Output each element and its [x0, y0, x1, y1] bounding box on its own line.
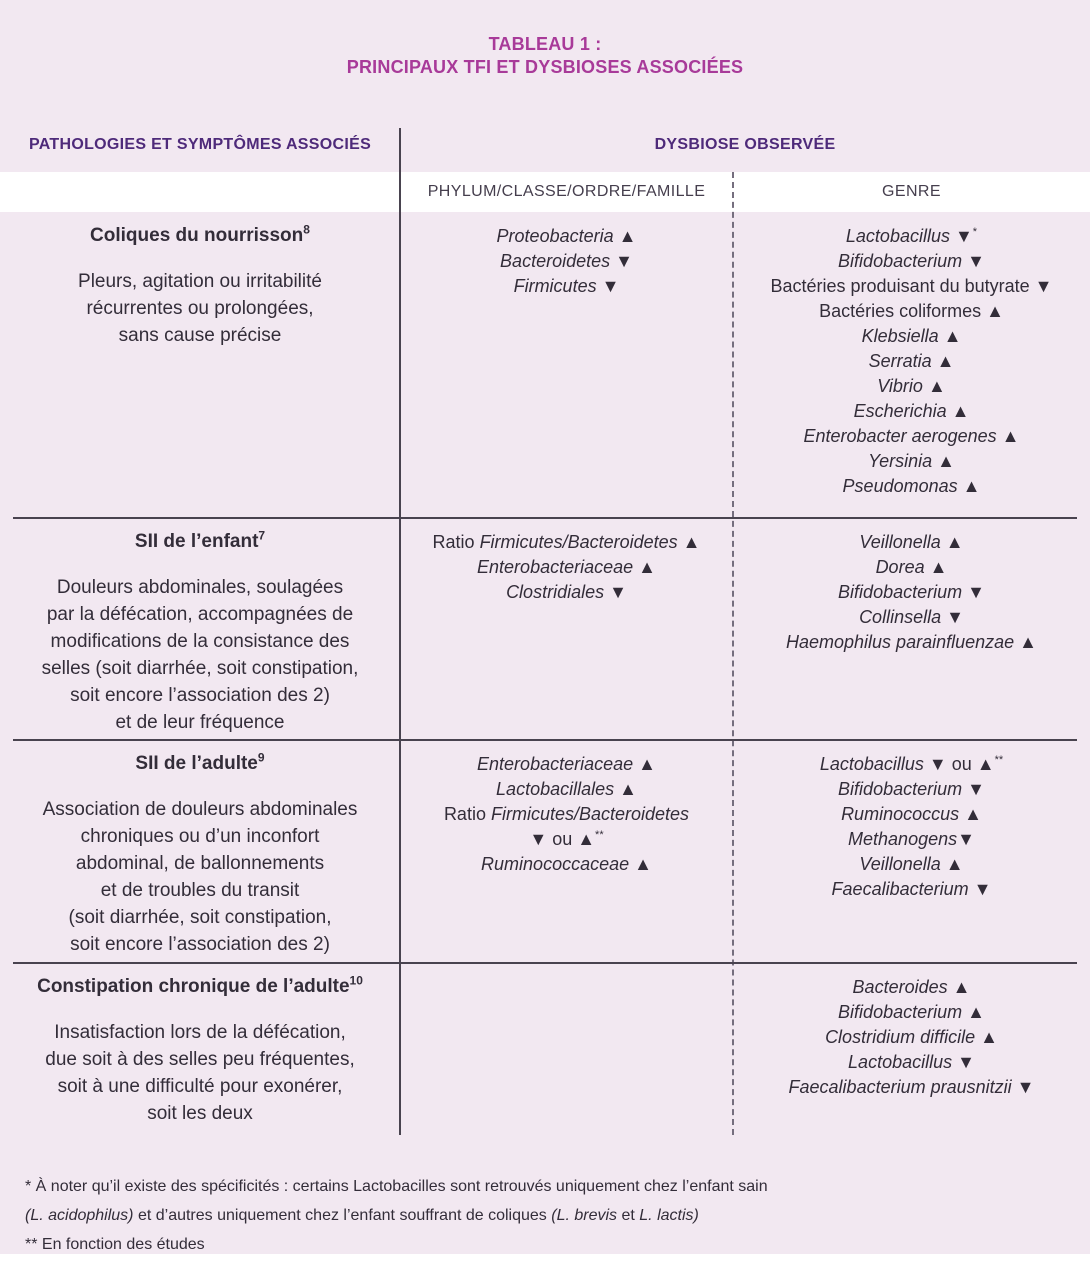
taxon-line: [737, 224, 1086, 249]
description-line: selles (soit diarrhée, soit constipation,: [41, 658, 359, 679]
pathology-description: [18, 1019, 382, 1127]
description-line: par la défécation, accompagnées de: [46, 604, 354, 625]
taxon-name: Ruminococcus: [841, 804, 960, 824]
taxon-name: Faecalibacterium prausnitzii: [788, 1077, 1012, 1097]
taxon-line: [737, 399, 1086, 424]
table-title: [0, 33, 1090, 79]
taxon-name: Dorea: [875, 557, 925, 577]
description-line: et de troubles du transit: [100, 880, 300, 901]
description-line: soit les deux: [147, 1103, 253, 1124]
taxon-name: Haemophilus parainfluenzae: [786, 632, 1015, 652]
description-line: récurrentes ou prolongées,: [86, 298, 314, 319]
taxon-line: [406, 777, 727, 802]
taxon-line: [737, 374, 1086, 399]
taxon-line: [737, 877, 1086, 902]
genre-cell: [733, 740, 1090, 963]
taxon-line: [737, 580, 1086, 605]
taxon-line: [737, 299, 1086, 324]
description-line: modifications de la consistance des: [50, 631, 350, 652]
pathology-description: [18, 268, 382, 349]
column-divider-solid: [399, 128, 401, 1135]
footnote-marker: *: [972, 226, 978, 238]
pathology-cell: [0, 963, 400, 1135]
taxon-line: [737, 249, 1086, 274]
description-line: Association de douleurs abdominales: [42, 799, 358, 820]
description-line: sans cause précise: [118, 325, 282, 346]
reference-mark: 10: [349, 973, 363, 988]
description-line: Pleurs, agitation ou irritabilité: [78, 271, 322, 292]
subheader-spacer: [0, 172, 400, 212]
table-title-line1: TABLEAU 1 :: [488, 34, 602, 54]
phylum-cell: [400, 963, 733, 1135]
text-segment: ▲: [924, 557, 948, 577]
description-line: soit encore l’association des 2): [70, 934, 330, 955]
phylum-cell: [400, 740, 733, 963]
taxon-name: Lactobacillus: [845, 226, 950, 246]
text-segment: ▼: [968, 879, 992, 899]
pathology-description: [18, 574, 382, 736]
text-segment: ▼: [941, 607, 964, 627]
taxon-name: Lactobacillales: [496, 779, 615, 799]
taxon-line: [406, 802, 727, 827]
taxon-line: [406, 852, 727, 877]
description-line: soit à une difficulté pour exonérer,: [57, 1076, 343, 1097]
text-segment: ▼: [957, 829, 975, 849]
taxon-name: Bifidobacterium: [838, 779, 963, 799]
text-segment: Bactéries coliformes ▲: [819, 301, 1004, 321]
text-segment: ▼: [962, 779, 985, 799]
description-line: Insatisfaction lors de la défécation,: [54, 1022, 346, 1043]
text-segment: ▼: [952, 1052, 975, 1072]
column-header-pathologies: PATHOLOGIES ET SYMPTÔMES ASSOCIÉS: [28, 136, 372, 153]
table-title-line2: PRINCIPAUX TFI ET DYSBIOSES ASSOCIÉES: [346, 57, 744, 77]
taxon-name: Klebsiella: [861, 326, 939, 346]
pathology-title: [18, 975, 382, 999]
column-header-dysbiose: DYSBIOSE OBSERVÉE: [654, 136, 836, 153]
subheader-genre: GENRE: [882, 183, 941, 200]
text-segment: ▼: [962, 582, 985, 602]
taxon-line: [737, 1050, 1086, 1075]
taxon-name: Veillonella: [859, 532, 941, 552]
taxon-name: Escherichia: [853, 401, 947, 421]
text-segment: ▲: [1014, 632, 1037, 652]
pathology-title-text: SII de l’adulte: [135, 753, 258, 774]
taxon-line: [737, 752, 1086, 777]
text-segment: ▲: [922, 376, 946, 396]
genre-cell: [733, 212, 1090, 518]
taxon-name: Faecalibacterium: [831, 879, 969, 899]
text-segment: ▲: [975, 1027, 998, 1047]
description-line: Douleurs abdominales, soulagées: [56, 577, 344, 598]
taxon-name: Bacteroidetes: [500, 251, 611, 271]
taxon-line: [737, 605, 1086, 630]
table-row: [0, 963, 1090, 1135]
text-segment: ▲: [613, 226, 637, 246]
text-segment: ▲: [633, 754, 656, 774]
text-segment: ▼ ou ▲: [529, 829, 596, 849]
text-segment: * À noter qu’il existe des spécificités : certains Lactobacilles sont retrouvés uniquement chez l’enfant sain: [25, 1178, 768, 1195]
taxon-name: Enterobacter aerogenes: [803, 426, 997, 446]
text-segment: ▼: [962, 251, 985, 271]
text-segment: ▲: [957, 476, 981, 496]
table-row: [0, 518, 1090, 740]
text-segment: ▲: [629, 854, 652, 874]
pathology-title-text: Constipation chronique de l’adulte: [37, 976, 350, 997]
taxon-line: [737, 975, 1086, 1000]
taxon-line: [737, 802, 1086, 827]
pathology-title: [18, 530, 382, 554]
phylum-cell: [400, 518, 733, 740]
taxon-name: Firmicutes/Bacteroidetes: [490, 804, 690, 824]
text-segment: ▼: [604, 582, 627, 602]
pathology-cell: [0, 740, 400, 963]
text-segment: ▲: [947, 977, 971, 997]
column-divider-dashed: [732, 172, 734, 1135]
taxon-line: [406, 555, 727, 580]
text-segment: ▲: [614, 779, 637, 799]
taxon-name: Lactobacillus: [819, 754, 924, 774]
text-segment: Ratio: [432, 532, 480, 552]
table-row: [0, 740, 1090, 963]
taxon-line: [737, 555, 1086, 580]
genre-cell: [733, 518, 1090, 740]
taxon-line: [737, 274, 1086, 299]
taxon-name: Yersinia: [868, 451, 933, 471]
taxon-name: Bifidobacterium: [838, 582, 963, 602]
text-segment: ** En fonction des études: [25, 1236, 205, 1253]
text-segment: ▼: [610, 251, 633, 271]
row-divider: [13, 517, 1077, 519]
taxon-name: Clostridiales: [506, 582, 605, 602]
taxon-line: [737, 530, 1086, 555]
taxon-line: [737, 1025, 1086, 1050]
text-segment: ▼: [1011, 1077, 1035, 1097]
footnote-line: [25, 1201, 1070, 1230]
taxon-name: Vibrio: [877, 376, 923, 396]
footnote-marker: **: [994, 754, 1004, 766]
taxon-line: [737, 852, 1086, 877]
text-segment: ▲: [962, 1002, 985, 1022]
taxon-line: [406, 827, 727, 852]
text-segment: ▲: [633, 557, 656, 577]
description-line: soit encore l’association des 2): [70, 685, 330, 706]
pathology-title: [18, 224, 382, 248]
taxon-name: Bifidobacterium: [838, 251, 963, 271]
pathology-title-text: SII de l’enfant: [134, 531, 259, 552]
description-line: (soit diarrhée, soit constipation,: [68, 907, 332, 928]
bottom-margin: [0, 1254, 1090, 1266]
footnote-line: [25, 1172, 1070, 1201]
text-segment: ▼: [596, 276, 620, 296]
taxon-line: [406, 580, 727, 605]
taxon-name: Pseudomonas: [842, 476, 958, 496]
taxon-line: [737, 1000, 1086, 1025]
taxon-line: [406, 249, 727, 274]
taxon-name: Firmicutes: [513, 276, 597, 296]
footnote-marker: **: [595, 829, 604, 841]
taxon-line: [737, 424, 1086, 449]
taxon-name: (L. brevis: [551, 1207, 618, 1224]
phylum-cell: [400, 212, 733, 518]
taxon-line: [406, 224, 727, 249]
reference-mark: 8: [303, 222, 310, 237]
text-segment: ▼: [949, 226, 973, 246]
taxon-name: Lactobacillus: [848, 1052, 953, 1072]
pathology-cell: [0, 518, 400, 740]
description-line: abdominal, de ballonnements: [75, 853, 325, 874]
table-row: [0, 212, 1090, 518]
text-segment: Ratio: [443, 804, 491, 824]
taxon-name: Ruminococcaceae: [481, 854, 630, 874]
taxon-line: [737, 474, 1086, 499]
subheader-band: [0, 172, 1090, 212]
description-line: chroniques ou d’un inconfort: [80, 826, 320, 847]
text-segment: ▼ ou ▲: [923, 754, 995, 774]
taxon-name: (L. acidophilus): [25, 1207, 134, 1224]
taxon-name: L. lactis): [639, 1207, 699, 1224]
row-divider: [13, 962, 1077, 964]
footnotes: [25, 1172, 1070, 1259]
text-segment: ▲: [996, 426, 1020, 446]
taxon-name: Collinsella: [859, 607, 942, 627]
taxon-line: [737, 827, 1086, 852]
taxon-line: [737, 324, 1086, 349]
taxon-line: [406, 752, 727, 777]
pathology-cell: [0, 212, 400, 518]
genre-cell: [733, 963, 1090, 1135]
taxon-line: [737, 449, 1086, 474]
taxon-name: Clostridium difficile: [825, 1027, 976, 1047]
description-line: due soit à des selles peu fréquentes,: [45, 1049, 355, 1070]
taxon-name: Serratia: [868, 351, 932, 371]
text-segment: et d’autres uniquement chez l’enfant souffrant de coliques: [133, 1207, 552, 1224]
taxon-name: Firmicutes/Bacteroidetes: [479, 532, 678, 552]
pathology-description: [18, 796, 382, 958]
taxon-line: [737, 630, 1086, 655]
taxon-name: Methanogens: [848, 829, 958, 849]
taxon-line: [406, 274, 727, 299]
reference-mark: 7: [258, 528, 266, 543]
text-segment: ▲: [940, 854, 964, 874]
text-segment: ▲: [959, 804, 982, 824]
subheader-phylum: PHYLUM/CLASSE/ORDRE/FAMILLE: [427, 183, 706, 200]
text-segment: ▲: [931, 351, 955, 371]
table-body: [0, 212, 1090, 1135]
text-segment: ▲: [938, 326, 962, 346]
row-divider: [13, 739, 1077, 741]
description-line: et de leur fréquence: [115, 712, 285, 733]
taxon-name: Enterobacteriaceae: [477, 557, 634, 577]
column-headers: [0, 126, 1090, 164]
reference-mark: 9: [257, 750, 265, 765]
text-segment: ▲: [677, 532, 701, 552]
text-segment: Bactéries produisant du butyrate ▼: [770, 276, 1053, 296]
taxon-line: [406, 530, 727, 555]
text-segment: et: [617, 1207, 640, 1224]
text-segment: ▲: [946, 401, 970, 421]
text-segment: ▲: [932, 451, 955, 471]
taxon-line: [737, 777, 1086, 802]
taxon-name: Enterobacteriaceae: [477, 754, 634, 774]
pathology-title-text: Coliques du nourrisson: [90, 225, 304, 246]
taxon-line: [737, 1075, 1086, 1100]
taxon-line: [737, 349, 1086, 374]
text-segment: ▲: [940, 532, 964, 552]
pathology-title: [18, 752, 382, 776]
taxon-name: Bifidobacterium: [838, 1002, 963, 1022]
taxon-name: Bacteroides: [852, 977, 948, 997]
taxon-name: Veillonella: [859, 854, 941, 874]
taxon-name: Proteobacteria: [496, 226, 614, 246]
